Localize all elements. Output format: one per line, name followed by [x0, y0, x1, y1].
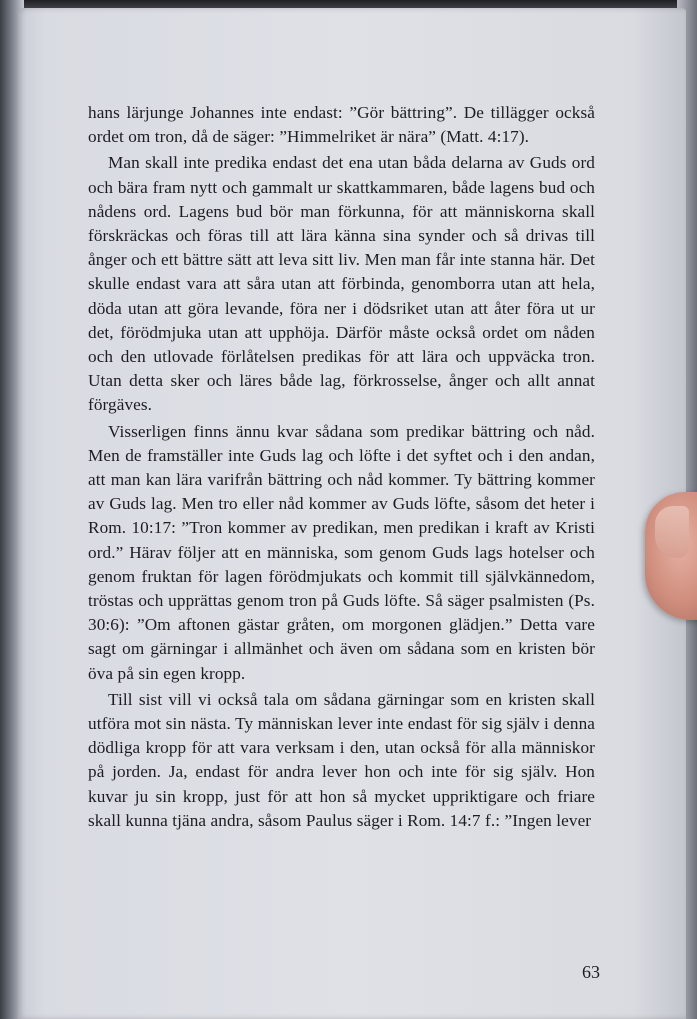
- thumbnail-nail: [655, 506, 689, 558]
- body-text: [88, 101, 595, 833]
- paragraph-3: Visserligen finns ännu kvar sådana som predikar bättring och nåd. Men de framställer inte Guds lag och löfte i det syftet och i den andan, att man kan lära varifrån bättring och nåd kommer. Ty bättring kommer av Guds lag. Men tro eller nåd kommer av Guds löfte, såsom det heter i Rom. 10:17: ”Tron kommer av predikan, men predikan i kraft av Kristi ord.” Härav följer att en människa, som genom Guds lags hotelser och genom fruktan för lagen förödmjukats och kommit till självkännedom, tröstas och upprättas genom tron på Guds löfte. Så säger psalmisten (Ps. 30:6): ”Om aftonen gästar gråten, om morgonen glädjen.” Detta vare sagt om gärningar i allmänhet och även om sådana som en kristen bör öva på sin egen kropp.: [88, 421, 595, 683]
- paragraph-1: hans lärjunge Johannes inte endast: ”Gör bättring”. De tillägger också ordet om tron, då de säger: ”Himmelriket är nära” (Matt. 4:17).: [88, 103, 595, 147]
- thumb: [645, 492, 697, 620]
- page-number: 63: [582, 962, 600, 982]
- paragraph-2: Man skall inte predika endast det ena utan båda delarna av Guds ord och bära fram nytt och gammalt ur skattkammaren, både lagens bud och nådens ord. Lagens bud bör man förkunna, för att människorna skall förskräckas och föras till att lära känna sina synder och så drivas till ånger och ett bättre sätt att leva sitt liv. Men man får inte stanna här. Det skulle endast vara att såra utan att förbinda, genomborra utan att hela, döda utan att göra levande, föra ner i dödsriket utan att åter föra ut ur det, förödmjuka utan att upphöja. Därför måste också ordet om nåden och den utlovade förlåtelsen predikas för att lära och uppväcka tron. Utan detta sker och läres både lag, förkrosselse, ånger och allt annat förgäves.: [88, 153, 595, 415]
- paragraph-4: Till sist vill vi också tala om sådana gärningar som en kristen skall utföra mot sin nästa. Ty människan lever inte endast för sig själv i denna dödliga kropp för att vara verksam i den, utan också för alla människor på jorden. Ja, endast för andra lever hon och inte för sig själv. Hon kuvar ju sin kropp, just för att hon så mycket uppriktigare och friare skall kunna tjäna andra, såsom Paulus säger i Rom. 14:7 f.: ”Ingen lever: [88, 689, 595, 830]
